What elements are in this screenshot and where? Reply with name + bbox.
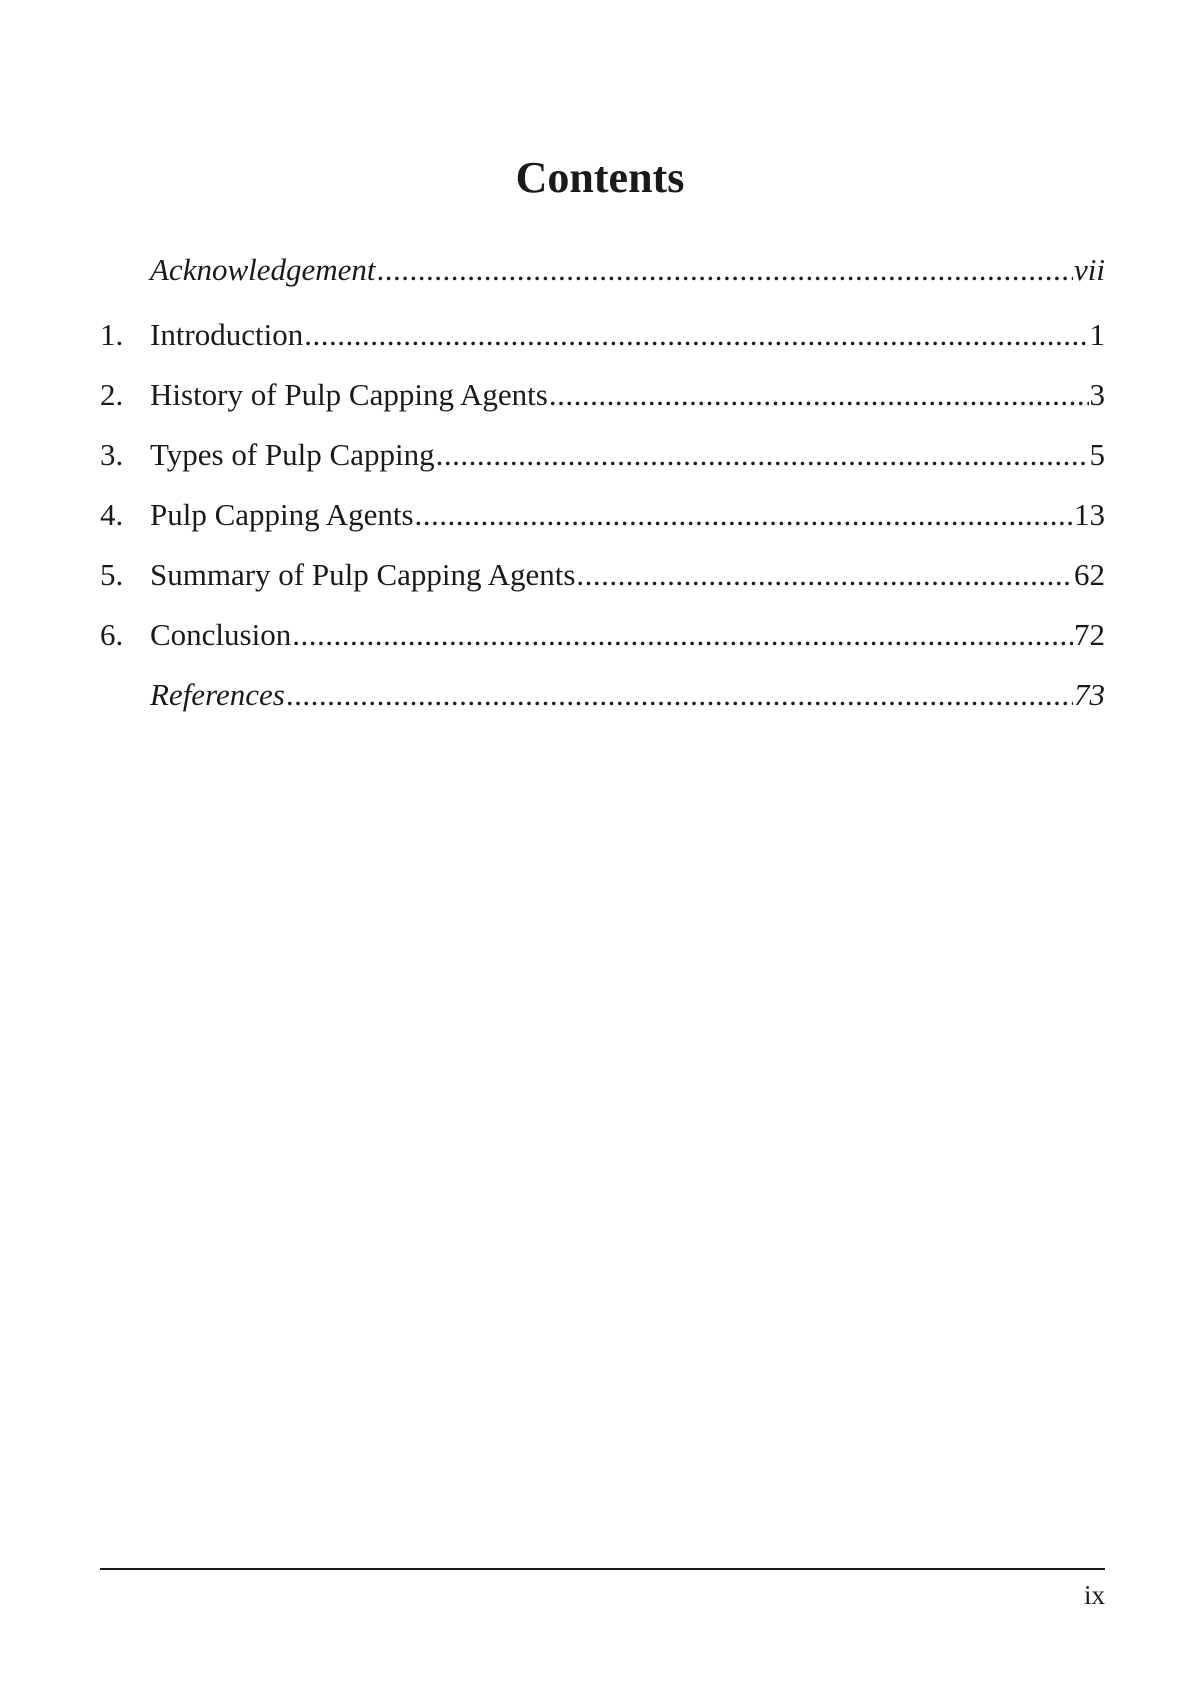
- toc-entry-page: 1: [1089, 317, 1105, 352]
- toc-entry-number: 1.: [100, 317, 124, 352]
- toc-entry-number: 5.: [100, 557, 124, 592]
- footer-divider: [100, 1568, 1105, 1570]
- toc-entry-page: 72: [1074, 617, 1105, 652]
- toc-leader-dots: [549, 373, 1089, 417]
- toc-leader-dots: [415, 493, 1073, 537]
- toc-entry-title: Pulp Capping Agents: [150, 497, 414, 532]
- toc-entry-agents[interactable]: [100, 493, 1105, 537]
- toc-entry-references[interactable]: [100, 673, 1105, 717]
- toc-entry-title: Summary of Pulp Capping Agents: [150, 557, 576, 592]
- toc-entry-number: 2.: [100, 377, 124, 412]
- toc-leader-dots: [436, 433, 1089, 477]
- toc-leader-dots: [377, 248, 1073, 292]
- toc-leader-dots: [286, 673, 1073, 717]
- toc-entry-page: vii: [1074, 252, 1105, 287]
- toc-entry-title: Introduction: [150, 317, 304, 352]
- toc-leader-dots: [292, 613, 1073, 657]
- toc-entry-title: History of Pulp Capping Agents: [150, 377, 548, 412]
- toc-entry-history[interactable]: [100, 373, 1105, 417]
- toc-entry-page: 5: [1089, 437, 1105, 472]
- toc-entry-introduction[interactable]: [100, 313, 1105, 357]
- toc-entry-summary[interactable]: [100, 553, 1105, 597]
- page-title: Contents: [515, 153, 685, 202]
- toc-entry-title: References: [150, 677, 285, 712]
- toc-entry-page: 73: [1074, 677, 1105, 712]
- toc-entry-page: 62: [1074, 557, 1105, 592]
- toc-entry-title: Acknowledgement: [150, 252, 376, 287]
- toc-leader-dots: [576, 553, 1073, 597]
- toc-entry-number: 4.: [100, 497, 124, 532]
- toc-entry-title: Types of Pulp Capping: [150, 437, 435, 472]
- toc-entry-page: 3: [1089, 377, 1105, 412]
- toc-entry-conclusion[interactable]: [100, 613, 1105, 657]
- toc-entry-title: Conclusion: [150, 617, 292, 652]
- toc-entry-types[interactable]: [100, 433, 1105, 477]
- toc-leader-dots: [304, 313, 1088, 357]
- toc-entry-number: 3.: [100, 437, 124, 472]
- toc-entry-acknowledgement[interactable]: [100, 248, 1105, 292]
- toc-entry-number: 6.: [100, 617, 124, 652]
- toc-entry-page: 13: [1074, 497, 1105, 532]
- footer-page-number: ix: [1083, 1580, 1105, 1610]
